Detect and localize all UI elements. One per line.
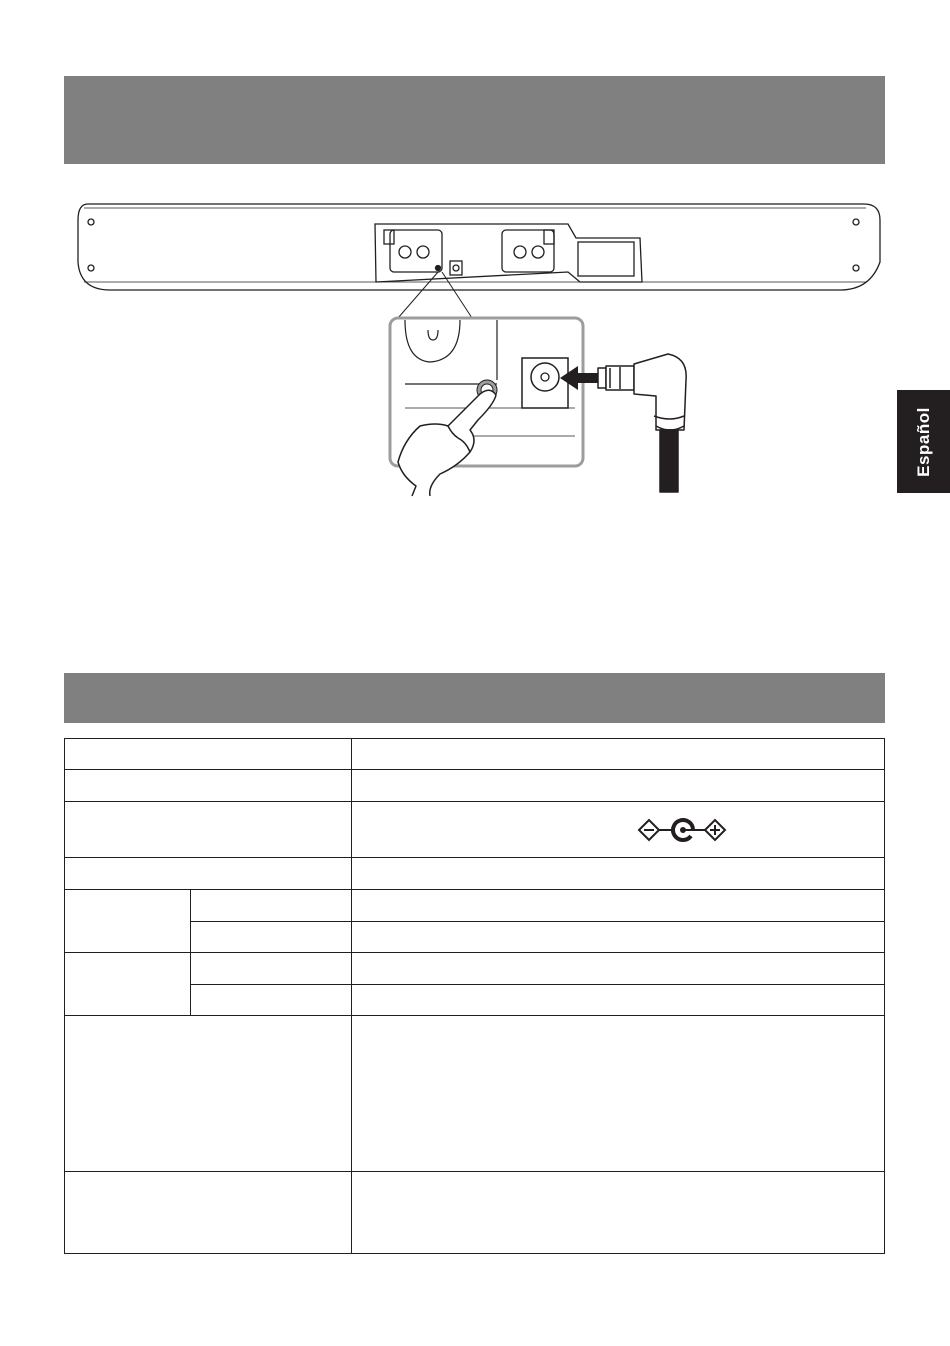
spec-value xyxy=(352,922,885,953)
spec-label xyxy=(65,770,352,802)
pointing-hand-icon xyxy=(398,390,496,496)
spec-label xyxy=(65,1172,352,1254)
spec-value xyxy=(352,739,885,770)
spec-value xyxy=(352,858,885,890)
table-row xyxy=(65,802,885,858)
spec-value xyxy=(352,985,885,1016)
specifications-header-band xyxy=(64,673,885,723)
spec-sub-label xyxy=(191,890,352,922)
spec-value xyxy=(352,953,885,985)
language-tab-label: Español xyxy=(913,406,933,477)
spec-value xyxy=(352,1172,885,1254)
table-row xyxy=(65,739,885,770)
spec-label xyxy=(65,802,352,858)
table-row xyxy=(65,1016,885,1172)
spec-value xyxy=(352,1016,885,1172)
spec-label xyxy=(65,858,352,890)
table-row xyxy=(65,858,885,890)
spec-group-label xyxy=(65,953,191,1016)
dc-polarity-icon xyxy=(637,818,729,842)
table-row xyxy=(65,953,885,985)
spec-group-label xyxy=(65,890,191,953)
spec-label xyxy=(65,1016,352,1172)
spec-sub-label xyxy=(191,985,352,1016)
specifications-table xyxy=(64,738,885,1254)
spec-sub-label xyxy=(191,922,352,953)
table-row xyxy=(65,1172,885,1254)
dc-plug-icon xyxy=(598,354,686,492)
spec-value xyxy=(352,802,885,858)
section-header-band xyxy=(64,76,885,164)
soundbar-rear-view xyxy=(78,204,880,290)
spec-sub-label xyxy=(191,953,352,985)
spec-value xyxy=(352,890,885,922)
power-connection-diagram xyxy=(0,190,950,500)
table-row xyxy=(65,770,885,802)
spec-value xyxy=(352,770,885,802)
spec-label xyxy=(65,739,352,770)
insert-arrow-icon xyxy=(560,366,600,390)
table-row xyxy=(65,890,885,922)
